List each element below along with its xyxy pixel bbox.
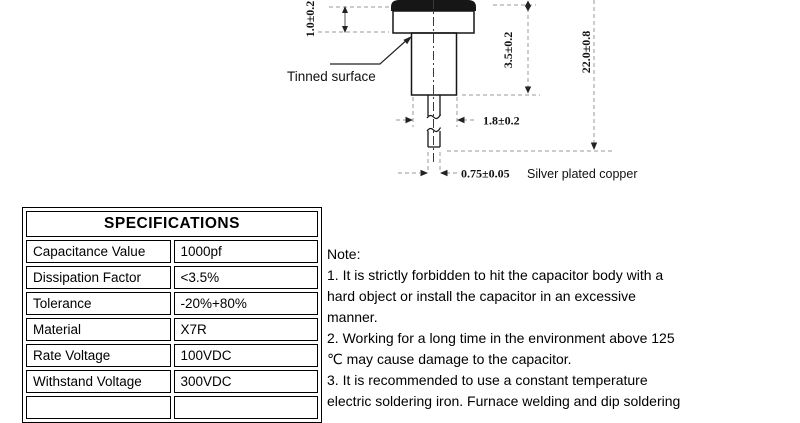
- spec-table-body: [26, 240, 318, 419]
- spec-value: -20%+80%: [174, 292, 319, 315]
- spec-label: Rate Voltage: [26, 344, 171, 367]
- spec-value: <3.5%: [174, 266, 319, 289]
- tinned-surface-label: Tinned surface: [287, 69, 376, 84]
- spec-value: [174, 396, 319, 419]
- capacitor-dimension-diagram: [0, 0, 800, 205]
- dim-lead-diameter-label: 0.75±0.05: [461, 166, 510, 181]
- spec-table-title: SPECIFICATIONS: [26, 211, 318, 237]
- spec-value: 300VDC: [174, 370, 319, 393]
- tinned-surface-leader-line: [330, 38, 409, 64]
- note-line: ℃ may cause damage to the capacitor.: [327, 351, 572, 367]
- note-line: 1. It is strictly forbidden to hit the capacitor body with a: [327, 267, 664, 283]
- spec-value: X7R: [174, 318, 319, 341]
- note-block: [327, 244, 799, 412]
- dim-body-height-label: 3.5±0.2: [501, 31, 515, 69]
- dimension-lines: [318, 0, 612, 173]
- spec-label: Capacitance Value: [26, 240, 171, 263]
- spec-row: [26, 240, 318, 263]
- spec-row: [26, 292, 318, 315]
- dimension-arrows: [342, 1, 597, 177]
- spec-label: Withstand Voltage: [26, 370, 171, 393]
- spec-value: 1000pf: [174, 240, 319, 263]
- note-line: 3. It is recommended to use a constant temperature: [327, 372, 648, 388]
- spec-label: Tolerance: [26, 292, 171, 315]
- spec-label: [26, 396, 171, 419]
- note-line: hard object or install the capacitor in an excessive: [327, 288, 636, 304]
- dim-total-height-label: 22.0±0.8: [579, 30, 593, 74]
- spec-row: [26, 318, 318, 341]
- spec-row: [26, 370, 318, 393]
- spec-label: Material: [26, 318, 171, 341]
- spec-row-partial: [26, 396, 318, 419]
- spec-label: Dissipation Factor: [26, 266, 171, 289]
- lead-material-label: Silver plated copper: [527, 167, 638, 181]
- dim-body-width-label: 1.8±0.2: [483, 113, 520, 128]
- spec-row: [26, 266, 318, 289]
- note-heading: Note:: [327, 246, 361, 262]
- note-line: electric soldering iron. Furnace welding and dip soldering: [327, 393, 681, 409]
- note-line: manner.: [327, 309, 378, 325]
- spec-row: [26, 344, 318, 367]
- spec-value: 100VDC: [174, 344, 319, 367]
- tinned-surface-arrowhead: [403, 36, 412, 44]
- specifications-table: [22, 207, 322, 423]
- dim-cap-height-label: 1.0±0.2: [303, 0, 317, 38]
- note-line: 2. Working for a long time in the environment above 125: [327, 330, 675, 346]
